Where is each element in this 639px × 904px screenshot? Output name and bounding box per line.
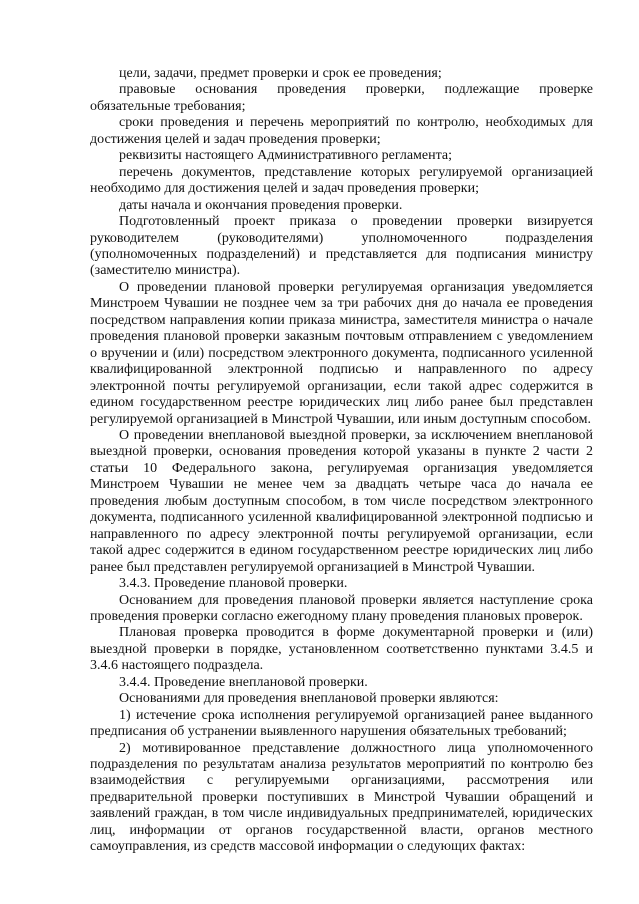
paragraph-planned-basis: Основанием для проведения плановой проверки является наступление срока проведения проверки согласно ежегодному плану проведения плановых проверок. (90, 592, 593, 624)
paragraph-planned-form: Плановая проверка проводится в форме документарной проверки и (или) выездной проверки в порядке, установленном соответственно пунктами 3.4.5 и 3.4.6 настоящего подраздела. (90, 625, 593, 674)
paragraph-planned-notice: О проведении плановой проверки регулируемая организация уведомляется Минстроем Чувашии не позднее чем за три рабочих дня до начала ее проведения посредством направления копии приказа министра, заместителя министра о начале проведения плановой проверки заказным почтовым отправлением с уведомлением о вручении и (или) посредством электронного документа, подписанного усиленной квалифицированной электронной подписью и направленного по адресу электронной почты регулируемой организации, если такой адрес содержится в едином государственном реестре юридических лиц либо ранее был представлен регулируемой организацией в Минстрой Чувашии, или иным доступным способом. (90, 279, 593, 427)
paragraph-documents-list: перечень документов, представление которых регулируемой организацией необходимо для достижения целей и задач проведения проверки; (90, 164, 593, 197)
paragraph-dates: даты начала и окончания проведения проверки. (119, 197, 403, 213)
list-item-1: 1) истечение срока исполнения регулируемой организацией ранее выданного предписания об устранении выявленного нарушения обязательных требований; (90, 707, 593, 740)
list-item-2: 2) мотивированное представление должностного лица уполномоченного подразделения по результатам анализа результатов мероприятий по контролю без взаимодействия с регулируемыми организациями, рассмотрения или предварительной проверки поступивших в Минстрой Чувашии обращений и заявлений граждан, в том числе индивидуальных предпринимателей, юридических лиц, информации от органов государственной власти, органов местного самоуправления, из средств массовой информации о следующих фактах: (90, 740, 593, 855)
section-heading-3-4-3: 3.4.3. Проведение плановой проверки. (119, 576, 348, 592)
paragraph-unplanned-grounds: Основаниями для проведения внеплановой проверки являются: (119, 691, 499, 707)
document-page (90, 66, 593, 856)
paragraph-unplanned-notice: О проведении внеплановой выездной проверки, за исключением внеплановой выездной проверки, основания проведения которой указаны в пункте 2 части 2 статьи 10 Федерального закона, регулируемая организация уведомляется Минстроем Чувашии не менее чем за двадцать четыре часа до начала ее проведения любым доступным способом, в том числе посредством электронного документа, подписанного усиленной квалифицированной электронной подписью и направленного по адресу электронной почты регулируемой организации, если такой адрес содержится в едином государственном реестре юридических лиц либо ранее был представлен регулируемой организацией в Минстрой Чувашии. (90, 427, 593, 575)
paragraph-terms: сроки проведения и перечень мероприятий по контролю, необходимых для достижения целей и задач проведения проверки; (90, 115, 593, 147)
paragraph-legal-grounds: правовые основания проведения проверки, подлежащие проверке обязательные требования; (90, 82, 593, 114)
section-heading-3-4-4: 3.4.4. Проведение внеплановой проверки. (119, 674, 368, 690)
paragraph-regulation-details: реквизиты настоящего Административного регламента; (119, 148, 453, 164)
paragraph-goals: цели, задачи, предмет проверки и срок ее проведения; (119, 66, 442, 81)
paragraph-order-approval: Подготовленный проект приказа о проведении проверки визируется руководителем (руководителями) уполномоченного подразделения (уполномоченных подразделений) и представляется для подписания министру (заместителю министра). (90, 214, 593, 279)
